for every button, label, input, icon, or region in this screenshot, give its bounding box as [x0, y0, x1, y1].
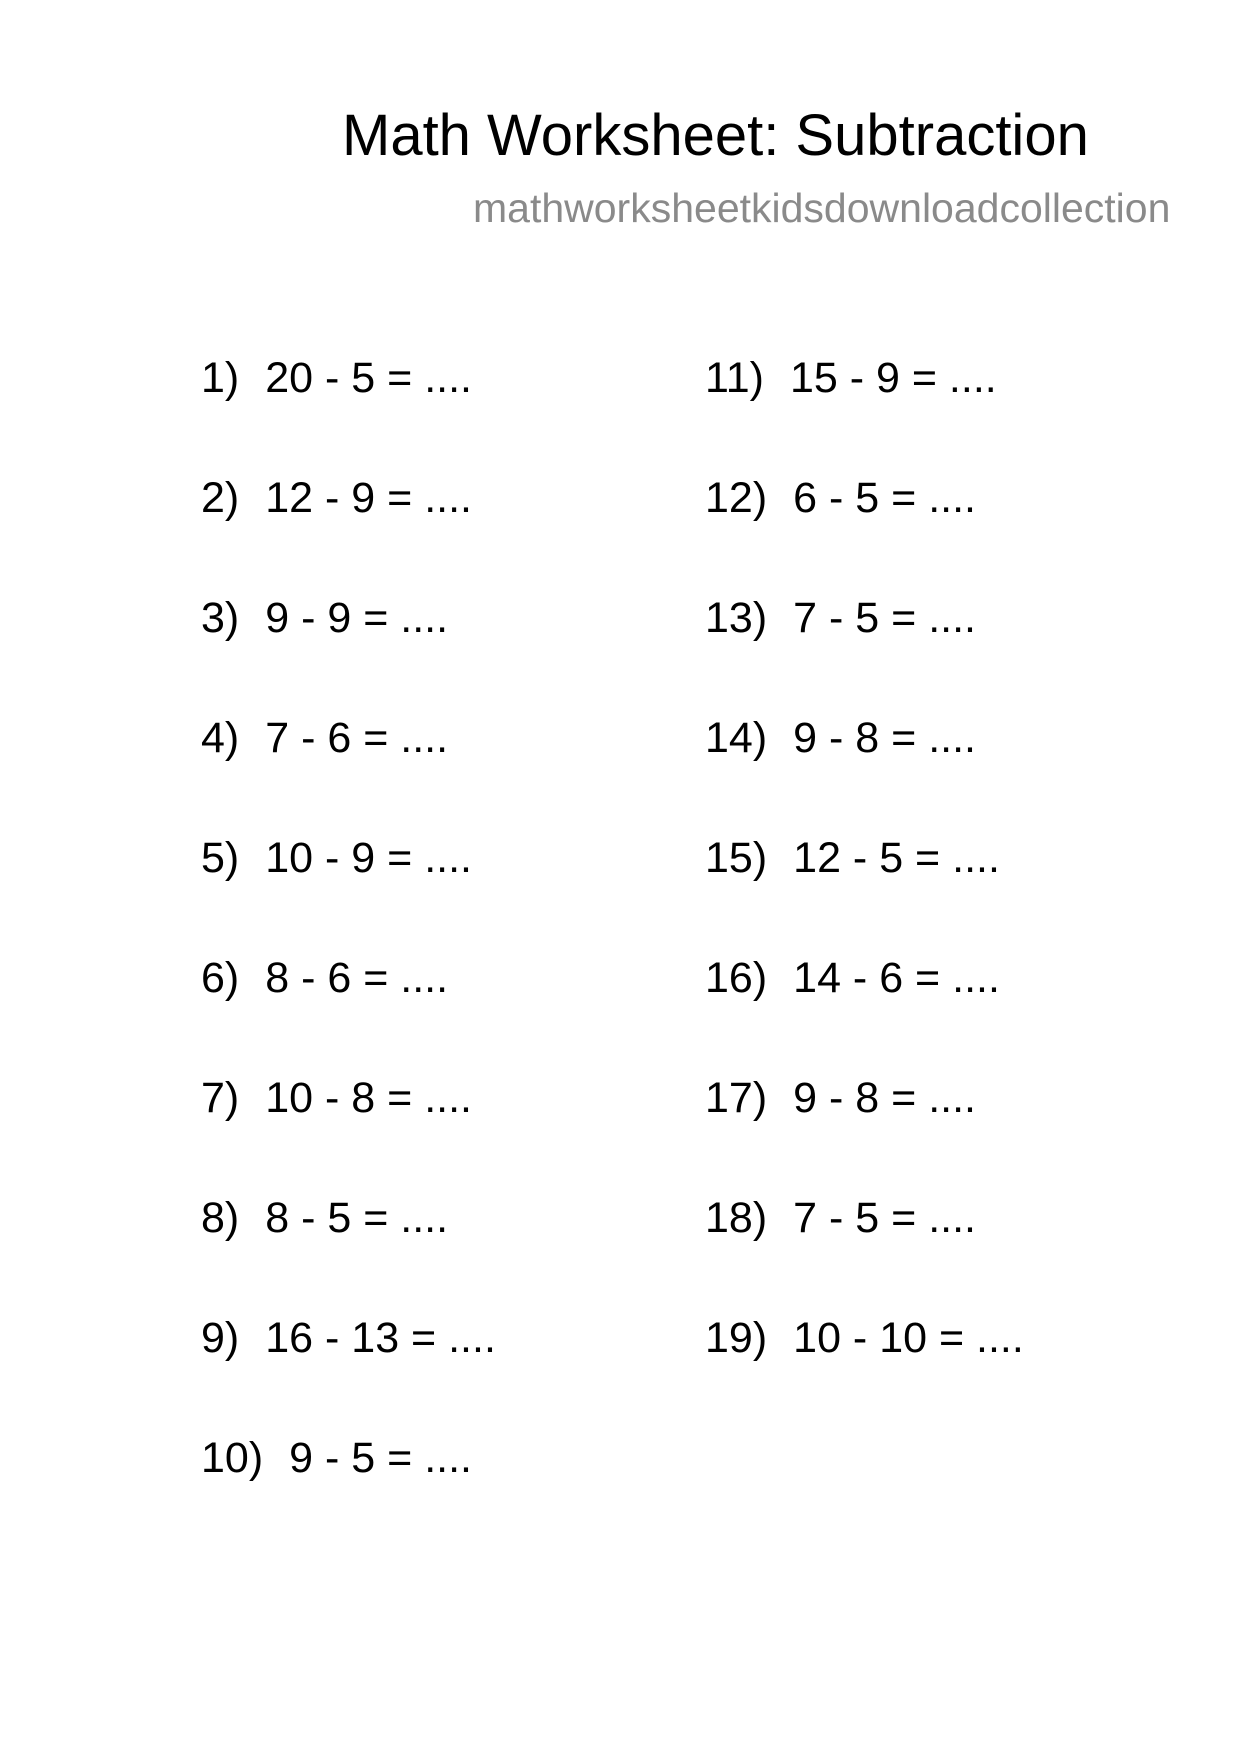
problem-expression: 10 - 8 = ....	[265, 1074, 472, 1122]
problem-expression: 7 - 5 = ....	[793, 1194, 976, 1242]
problem-expression: 6 - 5 = ....	[793, 474, 976, 522]
problem-number: 6)	[201, 954, 240, 1002]
problem-expression: 9 - 8 = ....	[793, 1074, 976, 1122]
problem-number: 11)	[705, 354, 764, 402]
problem-number: 19)	[705, 1314, 768, 1362]
problem-number: 8)	[201, 1194, 240, 1242]
problem-item	[705, 473, 1024, 593]
problem-item	[705, 1313, 1024, 1433]
problem-expression: 12 - 9 = ....	[265, 474, 472, 522]
problem-item	[201, 833, 496, 953]
problem-number: 12)	[705, 474, 768, 522]
problem-item	[705, 833, 1024, 953]
problem-expression: 8 - 5 = ....	[265, 1194, 449, 1242]
problem-item	[201, 1073, 496, 1193]
problem-item	[201, 1313, 496, 1433]
problem-expression: 7 - 5 = ....	[793, 594, 976, 642]
problem-item	[201, 713, 496, 833]
problem-number: 16)	[705, 954, 768, 1002]
problem-item	[201, 593, 496, 713]
problem-number: 2)	[201, 474, 240, 522]
problem-expression: 12 - 5 = ....	[793, 834, 1000, 882]
problem-number: 5)	[201, 834, 240, 882]
problem-list-right	[705, 353, 1024, 1433]
problem-item	[705, 1193, 1024, 1313]
problem-expression: 9 - 9 = ....	[265, 594, 449, 642]
problem-expression: 8 - 6 = ....	[265, 954, 449, 1002]
worksheet-title: Math Worksheet: Subtraction	[342, 103, 1089, 168]
problem-item	[201, 473, 496, 593]
problem-expression: 10 - 9 = ....	[265, 834, 472, 882]
problem-expression: 9 - 5 = ....	[289, 1434, 472, 1482]
problem-item	[201, 1193, 496, 1313]
problem-number: 14)	[705, 714, 768, 762]
problem-expression: 9 - 8 = ....	[793, 714, 976, 762]
problem-item	[201, 953, 496, 1073]
problem-number: 4)	[201, 714, 240, 762]
problem-number: 10)	[201, 1434, 264, 1482]
watermark-subtitle: mathworksheetkidsdownloadcollection	[473, 185, 1171, 231]
problem-item	[705, 953, 1024, 1073]
problem-number: 13)	[705, 594, 768, 642]
problem-number: 18)	[705, 1194, 768, 1242]
problem-item	[201, 1433, 496, 1553]
problem-expression: 10 - 10 = ....	[793, 1314, 1024, 1362]
problem-expression: 14 - 6 = ....	[793, 954, 1000, 1002]
problem-item	[705, 713, 1024, 833]
problem-item	[705, 1073, 1024, 1193]
problem-item	[705, 593, 1024, 713]
problem-number: 15)	[705, 834, 768, 882]
problem-expression: 7 - 6 = ....	[265, 714, 449, 762]
problem-number: 1)	[201, 354, 240, 402]
problem-list-left	[201, 353, 496, 1553]
problem-expression: 15 - 9 = ....	[789, 354, 997, 402]
problem-number: 17)	[705, 1074, 768, 1122]
problem-number: 7)	[201, 1074, 240, 1122]
problem-item	[201, 353, 496, 473]
problem-number: 9)	[201, 1314, 240, 1362]
problem-item	[705, 353, 1024, 473]
problem-expression: 20 - 5 = ....	[265, 354, 472, 402]
problem-number: 3)	[201, 594, 240, 642]
problem-expression: 16 - 13 = ....	[265, 1314, 496, 1362]
